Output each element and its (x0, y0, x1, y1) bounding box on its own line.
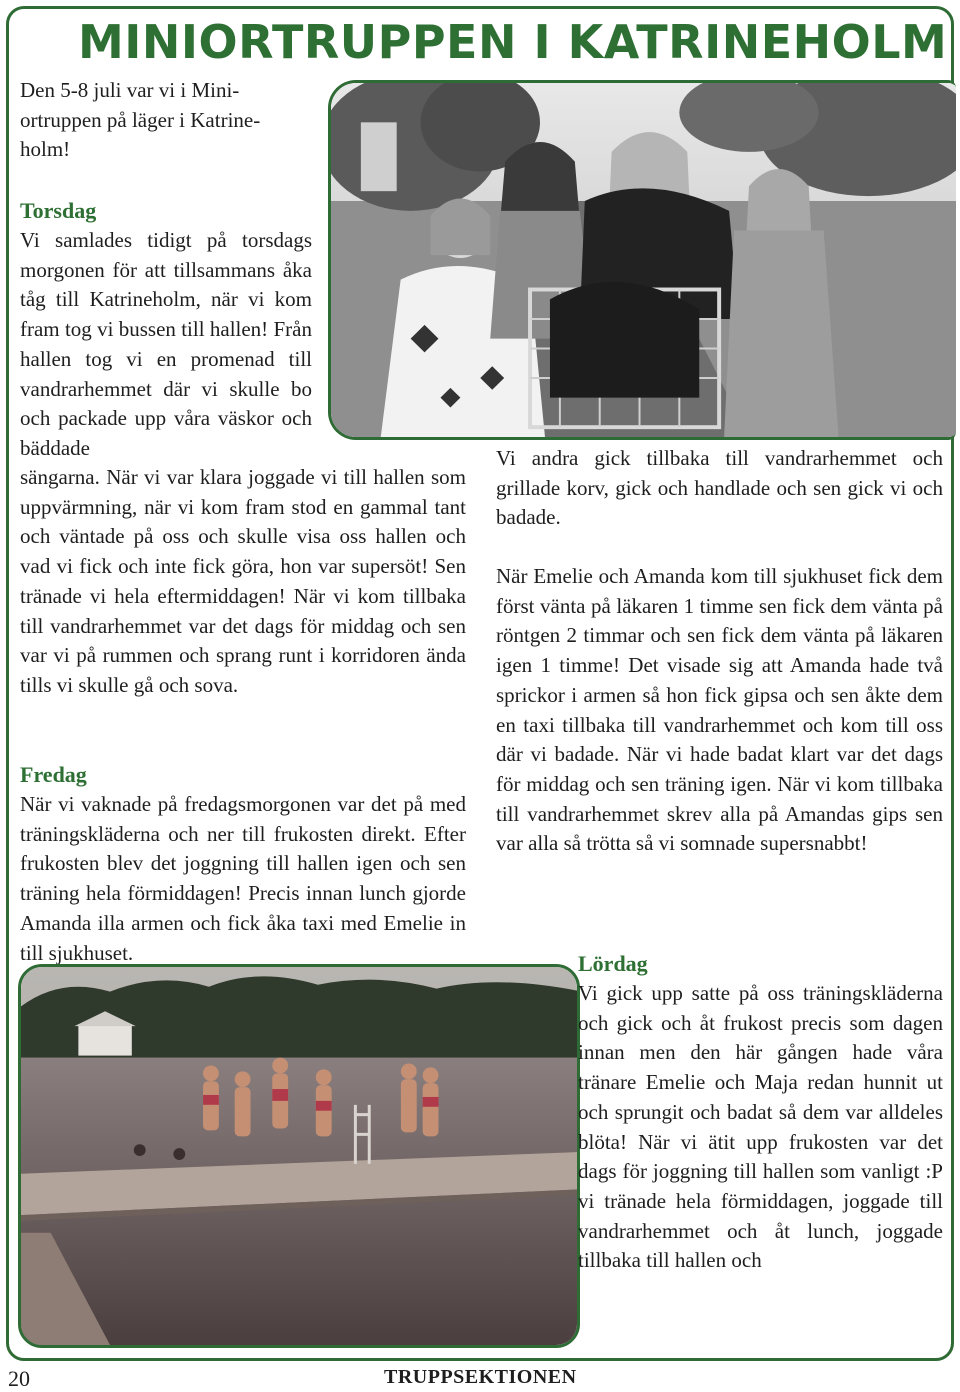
footer-section-name: TRUPPSEKTIONEN (384, 1366, 577, 1388)
intro-line: Den 5-8 juli var vi i Mini- (20, 78, 240, 102)
fredag-section (20, 760, 466, 968)
page-number: 20 (8, 1366, 30, 1391)
intro-paragraph (20, 76, 320, 165)
photo-girls-illustration (331, 83, 956, 437)
torsdag-text-wide: sängarna. När vi var klara joggade vi till hallen som uppvärmning, när vi kom fram stod en gammal tant och väntade på oss och skulle visa oss hallen och vad vi fick och inte fick göra, hon var supersöt! Sen tränade vi hela eftermiddagen! När vi kom tillbaka till vandrarhemmet var det dags för middag och sen var vi på rummen och sprang runt i korridoren ända tills vi skulle gå och sova. (20, 465, 466, 697)
torsdag-text-narrow: Vi samlades tidigt på torsdags morgonen för att tillsammans åka tåg till Katrineholm, när vi kom fram tog vi bussen till hallen! Från hallen tog vi en promenad till vandrarhemmet där vi skulle bo och packade upp våra väskor och bäddade (20, 228, 312, 460)
lordag-heading: Lördag (578, 951, 648, 976)
torsdag-heading: Torsdag (20, 198, 97, 223)
photo-girls-with-cart (328, 80, 956, 440)
page-title: MINIORTRUPPEN I KATRINEHOLM (78, 15, 948, 69)
intro-line: holm! (20, 137, 71, 162)
torsdag-section (20, 196, 312, 464)
fredag-heading: Fredag (20, 762, 87, 787)
photo-lake-illustration (21, 967, 577, 1345)
lordag-text: Vi gick upp satte på oss träningskläderna och gick och åt frukost precis som dagen innan men den här gången hade våra tränare Emelie och Maja redan hunnit ut och sprungit och badat så dem var alldeles blöta! När vi ätit upp frukosten var det dags för joggning till hallen som vanligt :P vi tränade hela förmiddagen, joggade till vandrarhemmet och åt lunch, joggade tillbaka till hallen och (578, 981, 943, 1273)
lordag-section (578, 949, 943, 1276)
intro-line: ortruppen på läger i Katrine- (20, 107, 261, 132)
right-paragraph-2: När Emelie och Amanda kom till sjukhuset fick dem först vänta på läkaren 1 timme sen fick dem vänta på röntgen 2 timmar och sen fick dem vänta på läkaren igen 1 timme! Det visade sig att Amanda hade två sprickor i armen så hon fick gipsa och sen åkte dem en taxi tillbaka till vandrarhemmet och kom till oss där vi badade. När vi hade badat klart var det dags för middag och sen träning igen. När vi kom tillbaka till vandrarhemmet skrev alla på Amandas gips sen var alla så trötta så vi somnade supersnabbt! (496, 564, 943, 856)
photo-lake-dock (18, 964, 580, 1348)
fredag-text: När vi vaknade på fredagsmorgonen var det på med träningskläderna och ner till frukosten direkt. Efter frukosten blev det joggning till hallen igen och sen träning hela förmiddagen! Precis innan lunch gjorde Amanda illa armen och fick åka taxi med Emelie in till sjukhuset. (20, 792, 466, 965)
right-paragraph-1: Vi andra gick tillbaka till vandrarhemmet och grillade korv, gick och handlade och sen gick vi och badade. (496, 446, 943, 530)
